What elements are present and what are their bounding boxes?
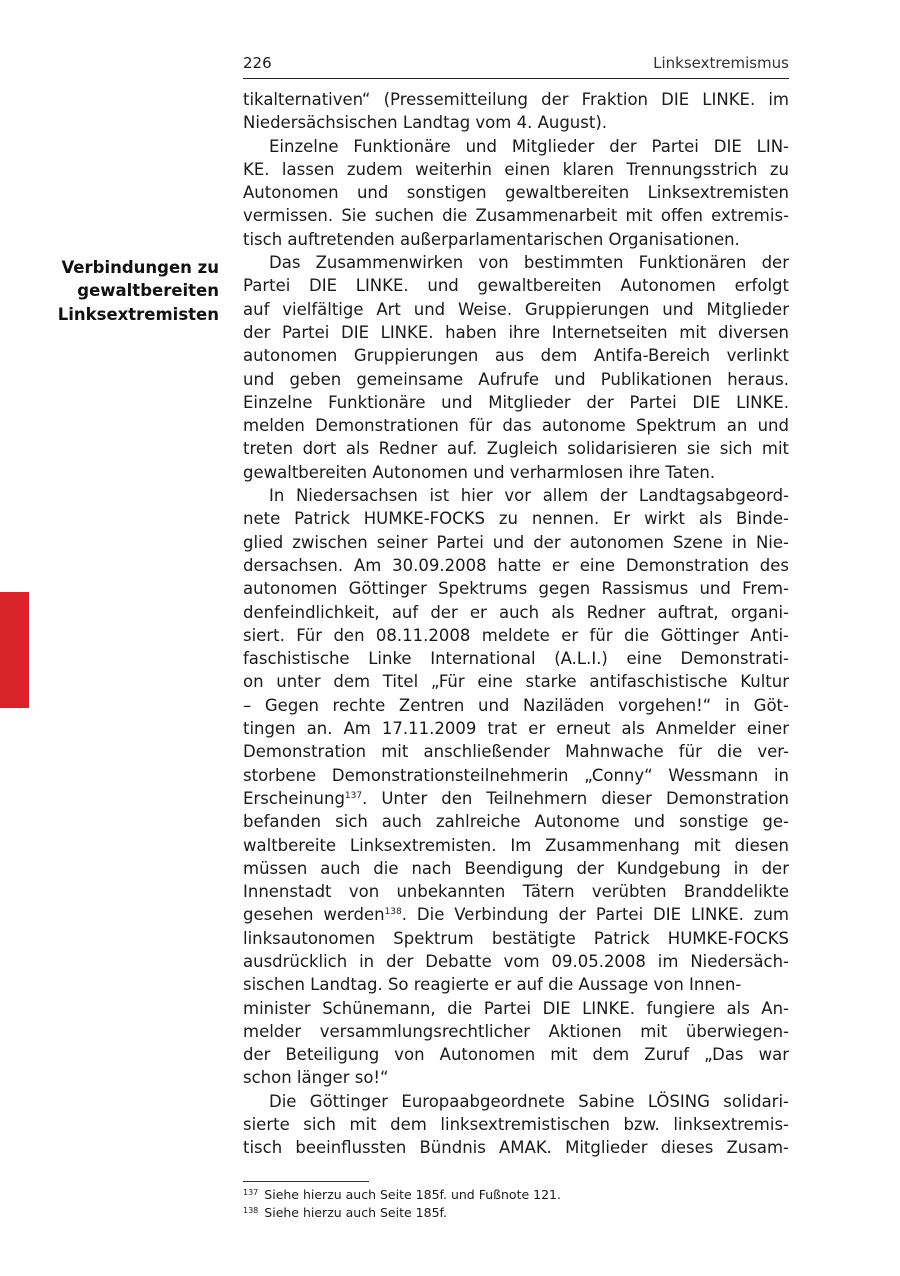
text-line: tikalternativen“ (Pressemitteilung der Fraktion DIE LINKE. im xyxy=(243,90,789,109)
text-line: melder versammlungsrechtlicher Aktionen mit überwiegen- xyxy=(243,1021,789,1041)
text-line: waltbereite Linksextremisten. Im Zusammenhang mit diesen xyxy=(243,835,789,855)
text-line: glied zwischen seiner Partei und der autonomen Szene in Nie- xyxy=(243,532,789,552)
text-line: treten dort als Redner auf. Zugleich solidarisieren sie sich mit xyxy=(243,439,789,459)
text-line: denfeindlichkeit, auf der er auch als Redner auftrat, organi- xyxy=(243,602,789,622)
text-line: gewaltbereiten Autonomen und verharmlosen ihre Taten. xyxy=(243,462,716,482)
text-line: melden Demonstrationen für das autonome Spektrum an und xyxy=(243,416,789,436)
text-line: KE. lassen zudem weiterhin einen klaren Trennungsstrich zu xyxy=(243,159,789,179)
text-fragment: gesehen werden xyxy=(243,905,385,925)
running-title: Linksextremismus xyxy=(653,54,789,72)
text-line: Partei DIE LINKE. und gewaltbereiten Autonomen erfolgt xyxy=(243,276,789,296)
text-line: – Gegen rechte Zentren und Naziläden vorgehen!“ in Göt- xyxy=(243,695,789,715)
text-fragment: Erscheinung xyxy=(243,788,345,808)
text-line: schon länger so!“ xyxy=(243,1068,389,1088)
footnotes xyxy=(243,1185,789,1220)
marginal-note-line: Verbindungen zu xyxy=(61,258,219,277)
text-line: Einzelne Funktionäre und Mitglieder der Partei DIE LINKE. xyxy=(243,392,789,412)
text-line: nete Patrick HUMKE-FOCKS zu nennen. Er wirkt als Binde- xyxy=(243,509,789,529)
text-line: sischen Landtag. So reagierte er auf die Aussage von Innen- xyxy=(243,975,742,995)
text-line: minister Schünemann, die Partei DIE LINKE. fungiere als An- xyxy=(243,998,789,1018)
text-fragment: . Unter den Teilnehmern dieser Demonstration xyxy=(362,788,789,808)
text-line: vermissen. Sie suchen die Zusammenarbeit mit offen extremis- xyxy=(243,206,789,226)
running-header xyxy=(243,52,789,79)
text-line xyxy=(243,903,789,926)
text-line: Einzelne Funktionäre und Mitglieder der Partei DIE LIN- xyxy=(269,136,789,156)
text-line: befanden sich auch zahlreiche Autonome und sonstige ge- xyxy=(243,812,789,832)
text-line: Das Zusammenwirken von bestimmten Funktionären der xyxy=(269,253,789,273)
text-line: siert. Für den 08.11.2008 meldete er für die Göttinger Anti- xyxy=(243,625,789,645)
text-line: autonomen Göttinger Spektrums gegen Rassismus und Frem- xyxy=(243,579,789,599)
chapter-thumb-tab xyxy=(0,592,29,708)
text-line: tingen an. Am 17.11.2009 trat er erneut als Anmelder einer xyxy=(243,719,789,739)
text-line: storbene Demonstrationsteilnehmerin „Conny“ Wessmann in xyxy=(243,765,789,785)
text-line: tisch auftretenden außerparlamentarischen Organisationen. xyxy=(243,229,740,249)
text-line: ausdrücklich in der Debatte vom 09.05.2008 im Niedersäch- xyxy=(243,951,789,971)
text-line: Die Göttinger Europaabgeordnete Sabine LÖSING solidari- xyxy=(269,1091,789,1111)
footnote-reference: 137 xyxy=(344,790,363,801)
text-line: tisch beeinflussten Bündnis AMAK. Mitglieder dieses Zusam- xyxy=(243,1138,789,1158)
text-fragment: . Die Verbindung der Partei DIE LINKE. zum xyxy=(401,905,789,925)
marginal-note-line: gewaltbereiten xyxy=(77,281,219,301)
text-line: der Partei DIE LINKE. haben ihre Internetseiten mit diversen xyxy=(243,322,789,342)
text-line: der Beteiligung von Autonomen mit dem Zuruf „Das war xyxy=(243,1045,789,1065)
text-line: Innenstadt von unbekannten Tätern verübten Branddelikte xyxy=(243,882,789,902)
marginal-note xyxy=(40,256,219,326)
text-line: on unter dem Titel „Für eine starke antifaschistische Kultur xyxy=(243,672,789,692)
text-line xyxy=(243,787,789,810)
footnote-text: Siehe hierzu auch Seite 185f. xyxy=(264,1204,447,1220)
text-line: In Niedersachsen ist hier vor allem der Landtagsabgeord- xyxy=(269,486,789,506)
body-text xyxy=(243,88,789,1160)
footnote-divider xyxy=(243,1181,369,1182)
footnote-reference: 138 xyxy=(384,907,402,918)
footnote-number: 138 xyxy=(243,1205,259,1215)
text-line: dersachsen. Am 30.09.2008 hatte er eine Demonstration des xyxy=(243,555,789,575)
footnote-138 xyxy=(243,1203,789,1221)
text-line: Demonstration mit anschließender Mahnwache für die ver- xyxy=(243,742,789,762)
text-line: auf vielfältige Art und Weise. Gruppierungen und Mitglieder xyxy=(243,299,789,319)
text-line: sierte sich mit dem linksextremistischen bzw. linksextremis- xyxy=(243,1115,789,1135)
marginal-note-line: Linksextremisten xyxy=(57,304,219,324)
page-number: 226 xyxy=(243,54,272,72)
footnote-137 xyxy=(243,1185,789,1203)
footnote-text: Siehe hierzu auch Seite 185f. und Fußnote 121. xyxy=(264,1187,561,1202)
footnote-number: 137 xyxy=(243,1188,259,1197)
text-line: faschistische Linke International (A.L.I.) eine Demonstrati- xyxy=(243,649,789,669)
text-line: linksautonomen Spektrum bestätigte Patrick HUMKE-FOCKS xyxy=(243,928,789,948)
text-line: autonomen Gruppierungen aus dem Antifa-Bereich verlinkt xyxy=(243,346,789,366)
text-line: und geben gemeinsame Aufrufe und Publikationen heraus. xyxy=(243,369,789,389)
text-line: Niedersächsischen Landtag vom 4. August). xyxy=(243,113,608,133)
text-line: müssen auch die nach Beendigung der Kundgebung in der xyxy=(243,858,789,878)
text-line: Autonomen und sonstigen gewaltbereiten Linksextremisten xyxy=(243,183,789,203)
